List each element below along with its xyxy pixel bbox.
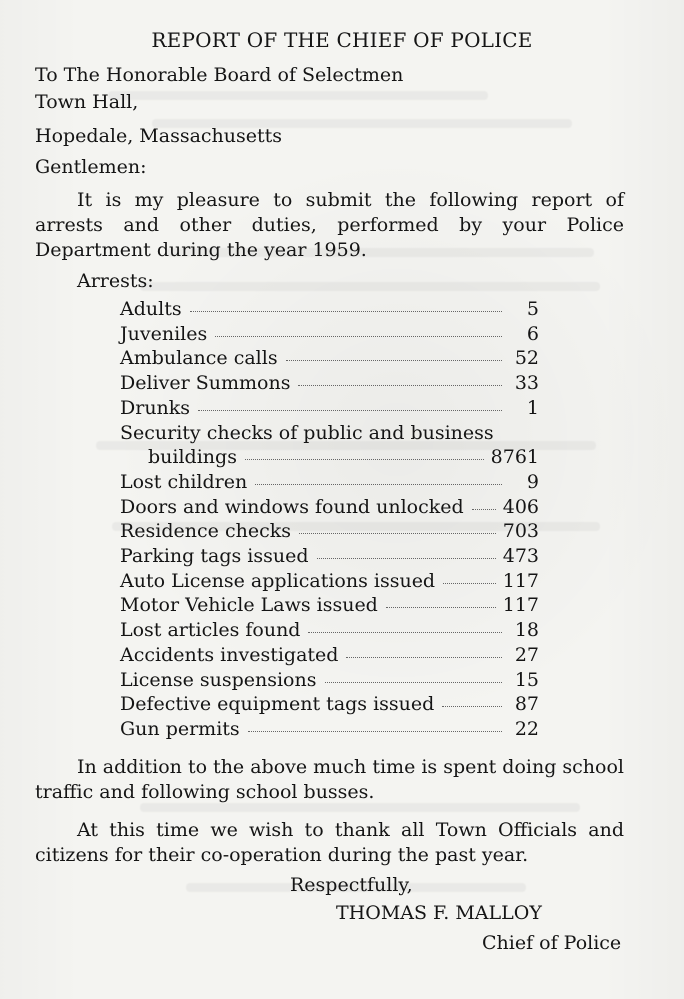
leader-dots: [198, 410, 502, 411]
stat-label: Drunks: [120, 396, 191, 419]
stat-label: buildings: [148, 446, 237, 469]
leader-dots: [386, 607, 496, 608]
stat-value: 18: [514, 619, 539, 642]
bleed-through-line: [108, 91, 488, 100]
stat-value: 52: [514, 347, 539, 370]
arrests-heading: Arrests:: [77, 270, 154, 292]
stat-label: Lost children: [120, 470, 248, 493]
stat-row: [120, 717, 539, 742]
leader-dots: [248, 731, 502, 732]
intro-paragraph: It is my pleasure to submit the following report of arrests and other duties, performed by your Police Department during the year 1959.: [35, 189, 624, 261]
stat-row: [120, 470, 539, 495]
stat-row: [120, 519, 539, 544]
stat-label: Lost articles found: [120, 619, 301, 642]
stat-row: [120, 297, 539, 322]
address-line-board: To The Honorable Board of Selectmen: [35, 64, 404, 86]
leader-dots: [472, 509, 496, 510]
stat-value: 8761: [490, 446, 539, 469]
stat-label: Adults: [120, 298, 182, 320]
leader-dots: [308, 632, 502, 633]
arrests-list: [120, 297, 539, 742]
stat-label: Deliver Summons: [120, 372, 291, 395]
stat-value: 22: [514, 717, 539, 740]
stat-row: [120, 618, 539, 643]
stat-label: Residence checks: [120, 520, 291, 543]
stat-row: [120, 544, 539, 569]
leader-dots: [298, 385, 502, 386]
stat-value: 703: [502, 520, 539, 543]
leader-dots: [442, 706, 502, 707]
bleed-through-line: [140, 282, 600, 291]
leader-dots: [443, 583, 496, 584]
address-line-hall: Town Hall,: [35, 91, 139, 113]
stat-row: [120, 396, 539, 421]
stat-label: Security checks of public and business: [120, 421, 494, 444]
stat-value: 5: [526, 298, 539, 320]
stat-value: 117: [502, 569, 539, 592]
stat-value: 406: [502, 495, 539, 518]
stat-row: [120, 569, 539, 594]
stat-row: [120, 322, 539, 347]
stat-label: Auto License applications issued: [120, 569, 436, 592]
stat-label: Parking tags issued: [120, 545, 309, 568]
stat-row: [120, 593, 539, 618]
leader-dots: [286, 360, 502, 361]
stat-label: Accidents investigated: [120, 643, 339, 666]
stat-row: [120, 371, 539, 396]
signature-name: THOMAS F. MALLOY: [336, 902, 542, 924]
stat-label: Doors and windows found unlocked: [120, 495, 464, 518]
leader-dots: [346, 657, 502, 658]
leader-dots: [325, 682, 503, 683]
leader-dots: [299, 533, 496, 534]
stat-row: [120, 668, 539, 693]
stat-value: 9: [526, 470, 539, 493]
stat-label: Motor Vehicle Laws issued: [120, 594, 378, 617]
stat-row: [120, 495, 539, 520]
closing: Respectfully,: [290, 874, 413, 896]
stat-row: [120, 643, 539, 668]
stat-row: [120, 421, 539, 470]
thanks-paragraph: At this time we wish to thank all Town Officials and citizens for their co-operation during the past year.: [35, 819, 624, 866]
stat-label: Ambulance calls: [120, 347, 278, 370]
stat-continuation: [120, 445, 539, 470]
leader-dots: [317, 558, 496, 559]
stat-label: License suspensions: [120, 668, 317, 691]
leader-dots: [255, 484, 502, 485]
stat-row: [120, 346, 539, 371]
stat-value: 15: [514, 668, 539, 691]
stat-label: Juveniles: [120, 322, 208, 345]
stat-value: 27: [514, 643, 539, 666]
stat-label: Gun permits: [120, 717, 240, 740]
stat-value: 87: [514, 693, 539, 716]
stat-value: 473: [502, 545, 539, 568]
salutation: Gentlemen:: [35, 156, 147, 178]
stat-row: [120, 692, 539, 717]
stat-value: 33: [514, 372, 539, 395]
stat-label: Defective equipment tags issued: [120, 693, 435, 716]
stat-value: 117: [502, 594, 539, 617]
address-line-town: Hopedale, Massachusetts: [35, 125, 283, 147]
stat-value: 6: [526, 322, 539, 345]
leader-dots: [245, 459, 484, 460]
stat-value: 1: [526, 396, 539, 419]
leader-dots: [215, 336, 502, 337]
leader-dots: [190, 311, 502, 312]
page-title: REPORT OF THE CHIEF OF POLICE: [151, 28, 533, 52]
time-paragraph: In addition to the above much time is spent doing school traffic and following school busses.: [35, 756, 624, 803]
signature-title: Chief of Police: [482, 932, 622, 954]
